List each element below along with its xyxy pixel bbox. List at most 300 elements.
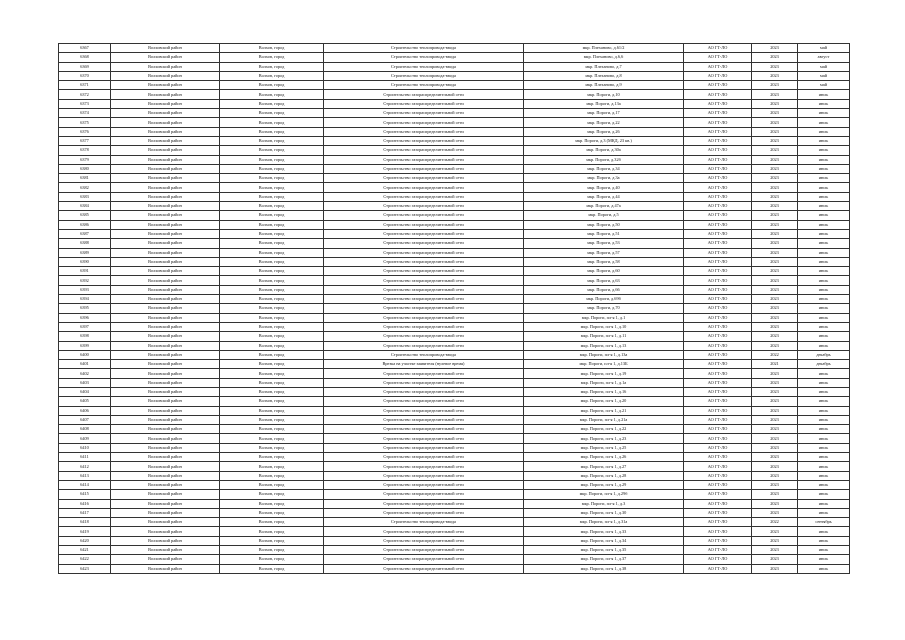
year-cell: 2023 (752, 434, 798, 443)
table-row (59, 127, 850, 136)
settlement-cell: Волхов, город (220, 313, 324, 322)
work-type-cell: Строительство теплопровода-ввода (324, 71, 524, 80)
row-number-cell: 6419 (59, 527, 111, 536)
district-cell: Волховский район (111, 313, 220, 322)
organization-cell: АО ГТ-ЛО (684, 239, 752, 248)
row-number-cell: 6385 (59, 211, 111, 220)
table-row (59, 295, 850, 304)
organization-cell: АО ГТ-ЛО (684, 90, 752, 99)
month-cell: июль (798, 229, 850, 238)
month-cell: июль (798, 462, 850, 471)
work-type-cell: Строительство газораспределительной сети (324, 425, 524, 434)
month-cell: июль (798, 90, 850, 99)
month-cell: июль (798, 471, 850, 480)
year-cell: 2023 (752, 99, 798, 108)
organization-cell: АО ГТ-ЛО (684, 155, 752, 164)
organization-cell: АО ГТ-ЛО (684, 564, 752, 573)
address-cell: мкр. Пороги, д.47а (524, 202, 684, 211)
organization-cell: АО ГТ-ЛО (684, 257, 752, 266)
settlement-cell: Волхов, город (220, 499, 324, 508)
district-cell: Волховский район (111, 434, 220, 443)
organization-cell: АО ГТ-ЛО (684, 53, 752, 62)
work-type-cell: Строительство теплопровода-ввода (324, 44, 524, 53)
settlement-cell: Волхов, город (220, 564, 324, 573)
address-cell: мкр. Пороги, пл-я 1, д.13 (524, 341, 684, 350)
year-cell: 2023 (752, 229, 798, 238)
table-row (59, 499, 850, 508)
district-cell: Волховский район (111, 527, 220, 536)
settlement-cell: Волхов, город (220, 527, 324, 536)
organization-cell: АО ГТ-ЛО (684, 276, 752, 285)
row-number-cell: 6389 (59, 248, 111, 257)
district-cell: Волховский район (111, 462, 220, 471)
district-cell: Волховский район (111, 81, 220, 90)
settlement-cell: Волхов, город (220, 304, 324, 313)
address-cell: мкр. Пороги, д.50 (524, 220, 684, 229)
organization-cell: АО ГТ-ЛО (684, 387, 752, 396)
table-row (59, 146, 850, 155)
row-number-cell: 6390 (59, 257, 111, 266)
organization-cell: АО ГТ-ЛО (684, 136, 752, 145)
table-row (59, 443, 850, 452)
address-cell: мкр. Пороги, пл-я 1, д.35 (524, 546, 684, 555)
year-cell: 2023 (752, 211, 798, 220)
month-cell: май (798, 71, 850, 80)
address-cell: мкр. Пороги, пл-я 1, д.21а (524, 415, 684, 424)
table-row (59, 350, 850, 359)
organization-cell: АО ГТ-ЛО (684, 285, 752, 294)
organization-cell: АО ГТ-ЛО (684, 425, 752, 434)
address-cell: мкр. Пороги, д.60 (524, 267, 684, 276)
district-cell: Волховский район (111, 295, 220, 304)
table-row (59, 239, 850, 248)
settlement-cell: Волхов, город (220, 81, 324, 90)
work-type-cell: Строительство газораспределительной сети (324, 555, 524, 564)
work-type-cell: Строительство газораспределительной сети (324, 564, 524, 573)
table-row (59, 248, 850, 257)
settlement-cell: Волхов, город (220, 174, 324, 183)
row-number-cell: 6394 (59, 295, 111, 304)
settlement-cell: Волхов, город (220, 508, 324, 517)
year-cell: 2023 (752, 248, 798, 257)
district-cell: Волховский район (111, 387, 220, 396)
year-cell: 2023 (752, 471, 798, 480)
organization-cell: АО ГТ-ЛО (684, 443, 752, 452)
district-cell: Волховский район (111, 71, 220, 80)
table-row (59, 508, 850, 517)
address-cell: мкр. Пороги, пл-я 1, д.38 (524, 564, 684, 573)
settlement-cell: Волхов, город (220, 332, 324, 341)
organization-cell: АО ГТ-ЛО (684, 295, 752, 304)
district-cell: Волховский район (111, 267, 220, 276)
settlement-cell: Волхов, город (220, 462, 324, 471)
address-cell: мкр. Пороги, пл-я 1, д.23 (524, 434, 684, 443)
settlement-cell: Волхов, город (220, 136, 324, 145)
month-cell: июль (798, 313, 850, 322)
table-row (59, 276, 850, 285)
district-cell: Волховский район (111, 415, 220, 424)
table-row (59, 267, 850, 276)
year-cell: 2023 (752, 378, 798, 387)
month-cell: июль (798, 285, 850, 294)
district-cell: Волховский район (111, 192, 220, 201)
month-cell: июль (798, 555, 850, 564)
district-cell: Волховский район (111, 322, 220, 331)
district-cell: Волховский район (111, 453, 220, 462)
year-cell: 2023 (752, 453, 798, 462)
settlement-cell: Волхов, город (220, 341, 324, 350)
work-type-cell: Строительство газораспределительной сети (324, 341, 524, 350)
address-cell: мкр. Пороги, д.69б (524, 295, 684, 304)
row-number-cell: 6392 (59, 276, 111, 285)
row-number-cell: 6400 (59, 350, 111, 359)
row-number-cell: 6415 (59, 490, 111, 499)
month-cell: август (798, 53, 850, 62)
row-number-cell: 6384 (59, 202, 111, 211)
address-cell: мкр. Пороги, пл-я 1, д.11 (524, 332, 684, 341)
month-cell: сентябрь (798, 518, 850, 527)
organization-cell: АО ГТ-ЛО (684, 360, 752, 369)
work-type-cell: Строительство газораспределительной сети (324, 490, 524, 499)
table-row (59, 202, 850, 211)
table-row (59, 378, 850, 387)
row-number-cell: 6412 (59, 462, 111, 471)
table-row (59, 192, 850, 201)
district-cell: Волховский район (111, 239, 220, 248)
organization-cell: АО ГТ-ЛО (684, 313, 752, 322)
address-cell: мкр. Пороги, д.70 (524, 304, 684, 313)
work-type-cell: Строительство газораспределительной сети (324, 378, 524, 387)
address-cell: мкр. Пороги, д.32б (524, 155, 684, 164)
year-cell: 2023 (752, 192, 798, 201)
district-cell: Волховский район (111, 53, 220, 62)
year-cell: 2023 (752, 285, 798, 294)
work-type-cell: Строительство газораспределительной сети (324, 267, 524, 276)
district-cell: Волховский район (111, 248, 220, 257)
year-cell: 2023 (752, 164, 798, 173)
work-type-cell: Строительство газораспределительной сети (324, 313, 524, 322)
table-row (59, 164, 850, 173)
month-cell: июль (798, 425, 850, 434)
row-number-cell: 6418 (59, 518, 111, 527)
table-row (59, 257, 850, 266)
organization-cell: АО ГТ-ЛО (684, 508, 752, 517)
address-cell: мкр. Пороги, пл-я 1, д.20 (524, 397, 684, 406)
settlement-cell: Волхов, город (220, 378, 324, 387)
district-cell: Волховский район (111, 211, 220, 220)
year-cell: 2023 (752, 276, 798, 285)
address-cell: мкр. Пороги, д.30а (524, 146, 684, 155)
month-cell: июль (798, 183, 850, 192)
address-cell: мкр. Пороги, д.26 (524, 127, 684, 136)
year-cell: 2023 (752, 183, 798, 192)
organization-cell: АО ГТ-ЛО (684, 44, 752, 53)
work-type-cell: Строительство газораспределительной сети (324, 508, 524, 517)
settlement-cell: Волхов, город (220, 257, 324, 266)
district-cell: Волховский район (111, 397, 220, 406)
settlement-cell: Волхов, город (220, 387, 324, 396)
district-cell: Волховский район (111, 229, 220, 238)
table-row (59, 434, 850, 443)
year-cell: 2023 (752, 406, 798, 415)
organization-cell: АО ГТ-ЛО (684, 555, 752, 564)
work-type-cell: Строительство газораспределительной сети (324, 387, 524, 396)
district-cell: Волховский район (111, 304, 220, 313)
month-cell: июль (798, 211, 850, 220)
district-cell: Волховский район (111, 425, 220, 434)
year-cell: 2023 (752, 415, 798, 424)
table-row (59, 322, 850, 331)
row-number-cell: 6414 (59, 480, 111, 489)
year-cell: 2023 (752, 44, 798, 53)
settlement-cell: Волхов, город (220, 44, 324, 53)
work-type-cell: Строительство газораспределительной сети (324, 285, 524, 294)
year-cell: 2023 (752, 257, 798, 266)
organization-cell: АО ГТ-ЛО (684, 146, 752, 155)
work-type-cell: Строительство газораспределительной сети (324, 109, 524, 118)
table-row (59, 71, 850, 80)
settlement-cell: Волхов, город (220, 146, 324, 155)
work-type-cell: Строительство газораспределительной сети (324, 229, 524, 238)
month-cell: июль (798, 136, 850, 145)
address-cell: мкр. Пороги, пл-я 1, д.13Б (524, 360, 684, 369)
month-cell: июль (798, 192, 850, 201)
work-type-cell: Строительство газораспределительной сети (324, 546, 524, 555)
district-cell: Волховский район (111, 127, 220, 136)
month-cell: июль (798, 322, 850, 331)
work-type-cell: Строительство газораспределительной сети (324, 118, 524, 127)
organization-cell: АО ГТ-ЛО (684, 369, 752, 378)
organization-cell: АО ГТ-ЛО (684, 174, 752, 183)
table-row (59, 490, 850, 499)
row-number-cell: 6382 (59, 183, 111, 192)
settlement-cell: Волхов, город (220, 239, 324, 248)
organization-cell: АО ГТ-ЛО (684, 527, 752, 536)
month-cell: июль (798, 332, 850, 341)
row-number-cell: 6374 (59, 109, 111, 118)
year-cell: 2022 (752, 350, 798, 359)
settlement-cell: Волхов, город (220, 202, 324, 211)
row-number-cell: 6399 (59, 341, 111, 350)
district-cell: Волховский район (111, 406, 220, 415)
year-cell: 2023 (752, 136, 798, 145)
row-number-cell: 6381 (59, 174, 111, 183)
year-cell: 2023 (752, 369, 798, 378)
address-cell: мкр. Пороги, пл-я 1, д.37 (524, 555, 684, 564)
work-type-cell: Строительство теплопровода-ввода (324, 518, 524, 527)
table-row (59, 211, 850, 220)
table-row (59, 369, 850, 378)
table-row (59, 471, 850, 480)
year-cell: 2023 (752, 490, 798, 499)
district-cell: Волховский район (111, 378, 220, 387)
year-cell: 2023 (752, 109, 798, 118)
row-number-cell: 6401 (59, 360, 111, 369)
address-cell: мкр. Плеханово, д.6,6 (524, 53, 684, 62)
work-type-cell: Строительство газораспределительной сети (324, 406, 524, 415)
work-type-cell: Строительство газораспределительной сети (324, 471, 524, 480)
year-cell: 2023 (752, 146, 798, 155)
district-cell: Волховский район (111, 136, 220, 145)
work-type-cell: Строительство теплопровода-ввода (324, 53, 524, 62)
year-cell: 2023 (752, 62, 798, 71)
settlement-cell: Волхов, город (220, 443, 324, 452)
row-number-cell: 6408 (59, 425, 111, 434)
row-number-cell: 6369 (59, 62, 111, 71)
year-cell: 2023 (752, 332, 798, 341)
year-cell: 2023 (752, 118, 798, 127)
table-row (59, 453, 850, 462)
work-type-cell: Строительство газораспределительной сети (324, 239, 524, 248)
year-cell: 2023 (752, 81, 798, 90)
district-cell: Волховский район (111, 44, 220, 53)
district-cell: Волховский район (111, 518, 220, 527)
address-cell: мкр. Пороги, пл-я 1, д.13а (524, 350, 684, 359)
row-number-cell: 6396 (59, 313, 111, 322)
district-cell: Волховский район (111, 369, 220, 378)
address-cell: мкр. Пороги, пл-я 1, д.3 (524, 499, 684, 508)
work-type-cell: Строительство газораспределительной сети (324, 499, 524, 508)
month-cell: май (798, 44, 850, 53)
district-cell: Волховский район (111, 443, 220, 452)
address-cell: мкр. Пороги, пл-я 1, д.10 (524, 322, 684, 331)
table-row (59, 174, 850, 183)
work-type-cell: Строительство газораспределительной сети (324, 164, 524, 173)
table-row (59, 81, 850, 90)
table-row (59, 546, 850, 555)
address-cell: мкр. Пороги, пл-я 1, д.26 (524, 453, 684, 462)
settlement-cell: Волхов, город (220, 285, 324, 294)
district-cell: Волховский район (111, 202, 220, 211)
settlement-cell: Волхов, город (220, 276, 324, 285)
address-cell: мкр. Пороги, д.34 (524, 164, 684, 173)
settlement-cell: Волхов, город (220, 471, 324, 480)
table-row (59, 555, 850, 564)
address-cell: мкр. Пороги, пл-я 1, д.31а (524, 518, 684, 527)
table-row (59, 118, 850, 127)
work-type-cell: Строительство газораспределительной сети (324, 202, 524, 211)
month-cell: июль (798, 564, 850, 573)
address-cell: мкр. Пороги, пл-я 1, д.25 (524, 443, 684, 452)
month-cell: май (798, 62, 850, 71)
table-row (59, 415, 850, 424)
work-type-cell: Строительство газораспределительной сети (324, 211, 524, 220)
address-cell: мкр. Пороги, пл-я 1, д.27 (524, 462, 684, 471)
row-number-cell: 6404 (59, 387, 111, 396)
work-type-cell: Строительство газораспределительной сети (324, 304, 524, 313)
organization-cell: АО ГТ-ЛО (684, 350, 752, 359)
address-cell: мкр. Пороги, д.22 (524, 118, 684, 127)
table-row (59, 285, 850, 294)
month-cell: июль (798, 406, 850, 415)
year-cell: 2021 (752, 360, 798, 369)
organization-cell: АО ГТ-ЛО (684, 546, 752, 555)
settlement-cell: Волхов, город (220, 406, 324, 415)
settlement-cell: Волхов, город (220, 369, 324, 378)
schedule-table (58, 43, 850, 574)
month-cell: июль (798, 118, 850, 127)
settlement-cell: Волхов, город (220, 322, 324, 331)
settlement-cell: Волхов, город (220, 267, 324, 276)
table-row (59, 183, 850, 192)
work-type-cell: Строительство газораспределительной сети (324, 183, 524, 192)
table-row (59, 313, 850, 322)
district-cell: Волховский район (111, 360, 220, 369)
table-row (59, 99, 850, 108)
organization-cell: АО ГТ-ЛО (684, 109, 752, 118)
work-type-cell: Строительство газораспределительной сети (324, 480, 524, 489)
address-cell: мкр. Пороги, пл-я 1, д.30 (524, 508, 684, 517)
address-cell: мкр. Пороги, д.44 (524, 192, 684, 201)
table-row (59, 229, 850, 238)
settlement-cell: Волхов, город (220, 109, 324, 118)
table-row (59, 341, 850, 350)
organization-cell: АО ГТ-ЛО (684, 127, 752, 136)
row-number-cell: 6410 (59, 443, 111, 452)
work-type-cell: Строительство газораспределительной сети (324, 136, 524, 145)
year-cell: 2023 (752, 127, 798, 136)
address-cell: мкр. Пороги, пл-я 1, д.16 (524, 387, 684, 396)
district-cell: Волховский район (111, 257, 220, 266)
organization-cell: АО ГТ-ЛО (684, 499, 752, 508)
work-type-cell: Врезка на участке заявителя (нулевое время) (324, 360, 524, 369)
work-type-cell: Строительство газораспределительной сети (324, 369, 524, 378)
address-cell: мкр. Пороги, д.51 (524, 229, 684, 238)
table-row (59, 332, 850, 341)
address-cell: мкр. Пороги, пл-я 1, д.1а (524, 378, 684, 387)
address-cell: мкр. Пороги, д.5 (524, 211, 684, 220)
organization-cell: АО ГТ-ЛО (684, 229, 752, 238)
district-cell: Волховский район (111, 555, 220, 564)
month-cell: июль (798, 248, 850, 257)
work-type-cell: Строительство газораспределительной сети (324, 332, 524, 341)
district-cell: Волховский район (111, 341, 220, 350)
year-cell: 2023 (752, 90, 798, 99)
work-type-cell: Строительство газораспределительной сети (324, 257, 524, 266)
work-type-cell: Строительство газораспределительной сети (324, 192, 524, 201)
month-cell: июль (798, 369, 850, 378)
month-cell: июль (798, 164, 850, 173)
month-cell: июль (798, 499, 850, 508)
organization-cell: АО ГТ-ЛО (684, 81, 752, 90)
address-cell: мкр. Пороги, пл-я 1, д.28 (524, 471, 684, 480)
organization-cell: АО ГТ-ЛО (684, 192, 752, 201)
district-cell: Волховский район (111, 155, 220, 164)
year-cell: 2023 (752, 480, 798, 489)
settlement-cell: Волхов, город (220, 518, 324, 527)
work-type-cell: Строительство газораспределительной сети (324, 462, 524, 471)
settlement-cell: Волхов, город (220, 415, 324, 424)
table-row (59, 527, 850, 536)
district-cell: Волховский район (111, 546, 220, 555)
row-number-cell: 6411 (59, 453, 111, 462)
table-row (59, 518, 850, 527)
row-number-cell: 6421 (59, 546, 111, 555)
year-cell: 2023 (752, 220, 798, 229)
organization-cell: АО ГТ-ЛО (684, 397, 752, 406)
row-number-cell: 6383 (59, 192, 111, 201)
row-number-cell: 6422 (59, 555, 111, 564)
year-cell: 2023 (752, 313, 798, 322)
settlement-cell: Волхов, город (220, 434, 324, 443)
address-cell: мкр. Пороги, д.58 (524, 257, 684, 266)
settlement-cell: Волхов, город (220, 127, 324, 136)
year-cell: 2023 (752, 499, 798, 508)
organization-cell: АО ГТ-ЛО (684, 267, 752, 276)
year-cell: 2022 (752, 518, 798, 527)
month-cell: июль (798, 220, 850, 229)
month-cell: июль (798, 480, 850, 489)
